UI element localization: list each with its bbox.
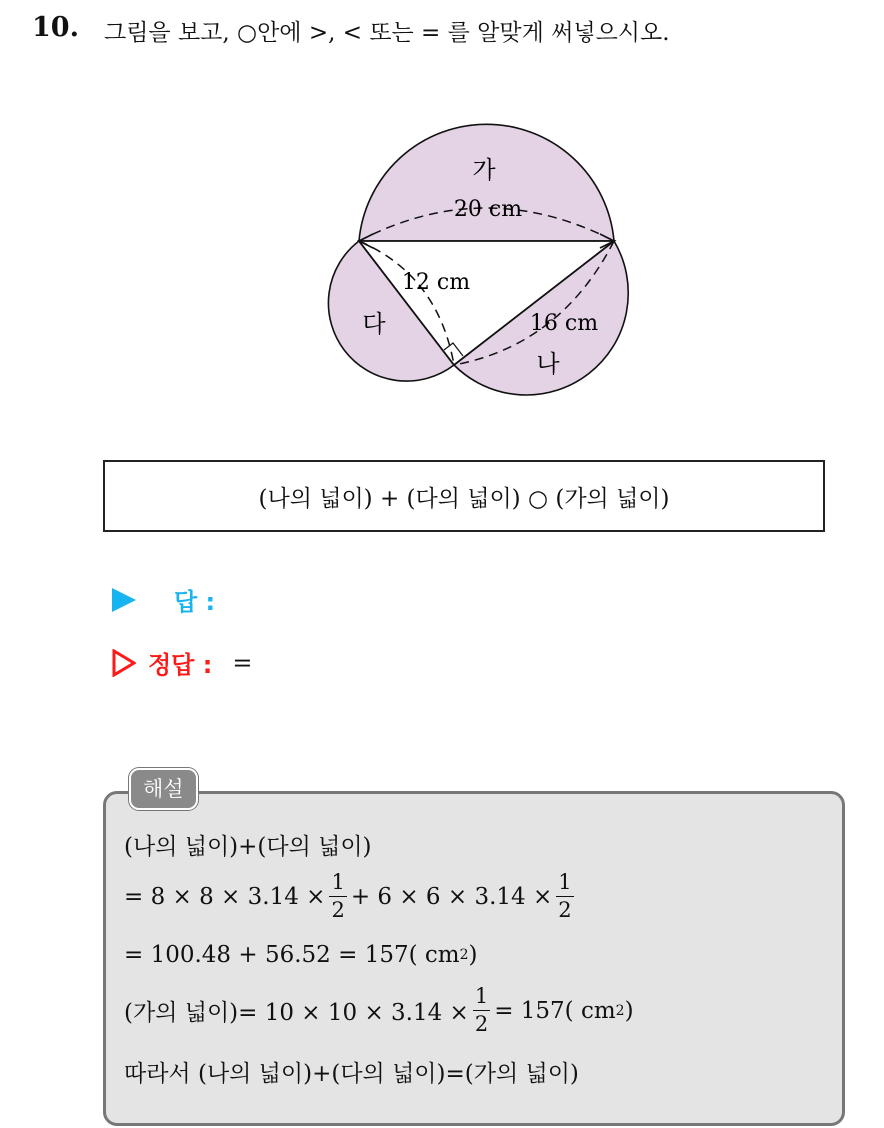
- semicircle-figure: [300, 95, 645, 415]
- correct-value: =: [232, 648, 253, 677]
- solution-line-2: [124, 872, 578, 921]
- answer-label: 답 :: [174, 588, 216, 616]
- superscript: 2: [459, 947, 469, 963]
- outline-arrow-icon: [112, 649, 136, 677]
- fraction-denominator: 2: [331, 898, 345, 922]
- fraction-numerator: 1: [556, 872, 573, 897]
- fraction-half: [473, 986, 490, 1035]
- superscript: 2: [615, 1002, 625, 1019]
- correct-answer-row: [112, 645, 252, 680]
- solution-line-4-c: ): [624, 997, 634, 1024]
- solution-line-3-a: = 100.48 + 56.52 = 157( cm: [124, 942, 460, 968]
- fraction-numerator: 1: [329, 872, 346, 897]
- solution-line-1-text: (나의 넓이)+(다의 넓이): [124, 834, 372, 860]
- comparison-expression: (나의 넓이) + (다의 넓이) ○ (가의 넓이): [258, 485, 670, 512]
- correct-label: 정답 :: [148, 651, 213, 679]
- fraction-denominator: 2: [558, 898, 572, 922]
- solution-line-5-text: 따라서 (나의 넓이)+(다의 넓이)=(가의 넓이): [124, 1061, 579, 1087]
- label-na: 나: [536, 350, 560, 378]
- length-16cm: 16 cm: [529, 311, 599, 336]
- play-arrow-icon: [112, 588, 136, 612]
- solution-line-1: [124, 828, 372, 861]
- solution-line-2-b: + 6 × 6 × 3.14 ×: [350, 883, 553, 910]
- solution-line-4: [124, 986, 634, 1035]
- fraction-half: [329, 872, 346, 921]
- label-ga: 가: [472, 156, 496, 184]
- solution-line-4-b: = 157( cm: [494, 997, 616, 1024]
- length-12cm: 12 cm: [401, 270, 471, 295]
- question-number: 10.: [32, 12, 79, 43]
- length-20cm: 20 cm: [453, 197, 523, 222]
- solution-tag: 해설: [129, 768, 198, 810]
- label-da: 다: [362, 310, 386, 338]
- solution-line-3-b: ): [468, 942, 478, 968]
- question-text: 그림을 보고, ○안에 >, < 또는 = 를 알맞게 써넣으시오.: [104, 20, 670, 46]
- fraction-half: [556, 872, 573, 921]
- solution-line-4-a: (가의 넓이)= 10 × 10 × 3.14 ×: [124, 1000, 469, 1026]
- fraction-denominator: 2: [474, 1012, 489, 1036]
- solution-line-5: [124, 1055, 579, 1088]
- fraction-numerator: 1: [473, 986, 490, 1011]
- answer-row: [112, 582, 229, 617]
- solution-line-3: [124, 942, 477, 968]
- solution-line-2-a: = 8 × 8 × 3.14 ×: [124, 883, 326, 910]
- comparison-box: [103, 460, 825, 532]
